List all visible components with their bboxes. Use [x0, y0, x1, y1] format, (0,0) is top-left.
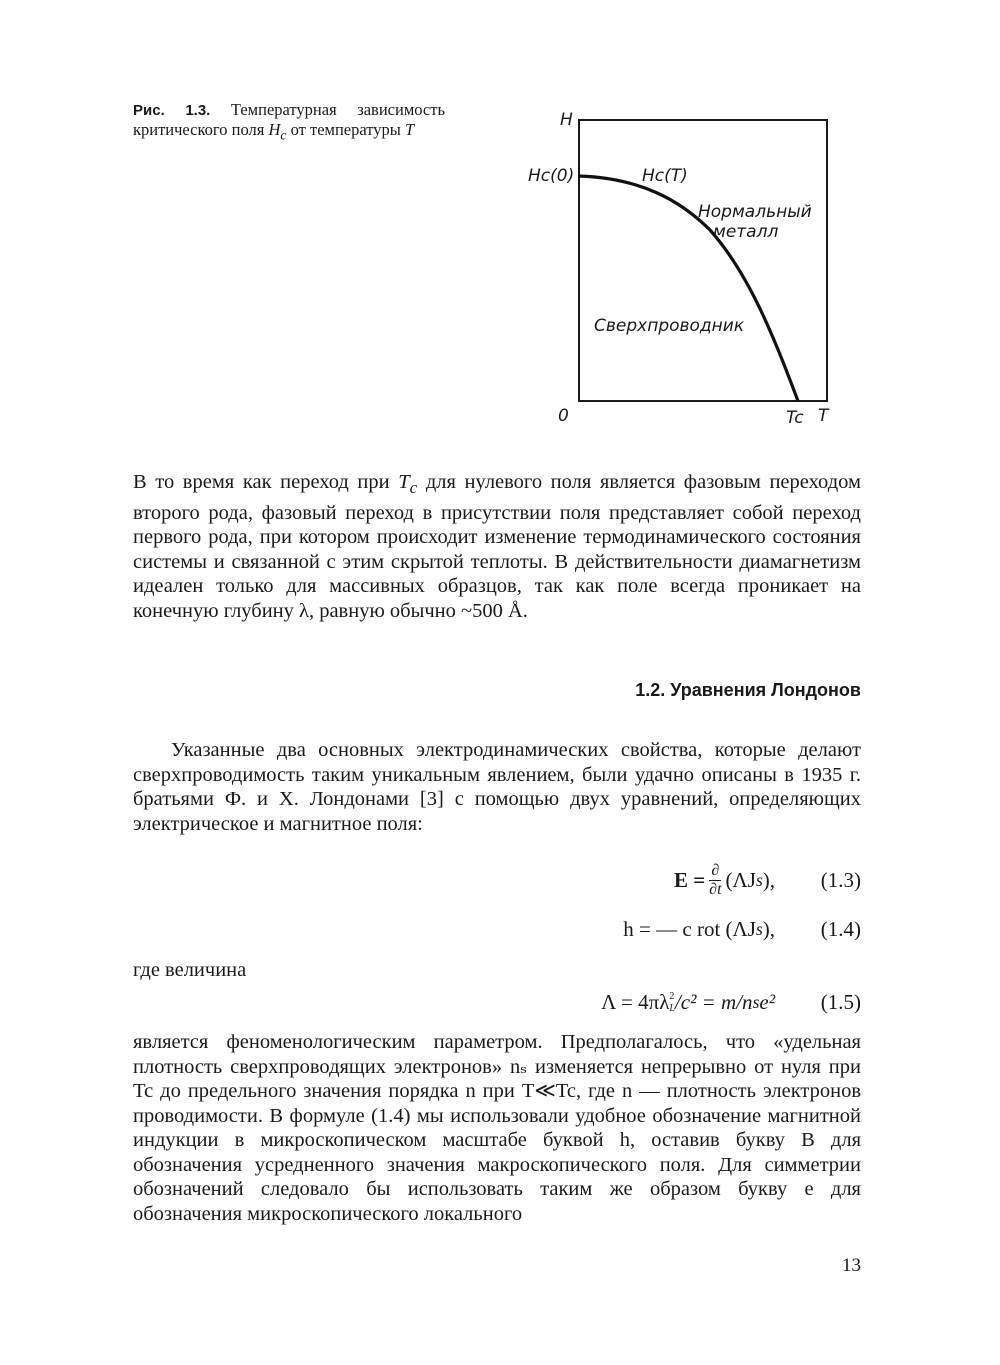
figure-caption-var-h: H [268, 120, 281, 139]
equation-number: (1.4) [820, 917, 861, 941]
plot-frame [579, 120, 827, 401]
equation-1-3: E = $\frac{\partial}{\partial t}$ (ΛJ s ), (1.3) [673, 862, 861, 898]
normal-metal-label-2: металл [713, 222, 779, 242]
origin-label: 0 [558, 406, 569, 426]
section-heading: 1.2. Уравнения Лондонов [635, 680, 861, 700]
figure-caption-label: Рис. 1.3. [133, 102, 211, 119]
equation-number: (1.3) [820, 868, 861, 892]
x-axis-label: T [818, 406, 829, 426]
tc-label: Tc [786, 408, 804, 428]
paragraph-3: является феноменологическим параметром. Предполагалось, что «удельная плотность сверхпроводящих электронов» nₛ изменяется непрерывно от нуля при Tc до предельного значения порядка n при T≪Tc, где n — плотность электронов проводимости. В формуле (1.4) мы использовали удобное обозначение магнитной индукции в микроскопическом масштабе буквой h, оставив букву B для обозначения усредненного значения макроскопического поля. Для симметрии обозначений следовало бы использовать таким же образом букву e для обозначения микроскопического локального [133, 1031, 861, 1225]
figure-caption: Рис. 1.3. Температурная зависимость критического поля $H_c$ от температуры T [133, 100, 445, 143]
where-text: где величина [133, 959, 247, 981]
page-number: 13 [842, 1255, 861, 1276]
superconductor-label: Сверхпроводник [594, 316, 745, 336]
normal-metal-label-1: Нормальный [698, 202, 812, 222]
y-axis-label: H [560, 110, 573, 130]
phase-diagram-figure [520, 100, 880, 440]
curve-label: Hc(T) [642, 166, 688, 186]
equation-1-5: Λ = 4πλ 2 L /c² = m/n s e² (1.5) [601, 990, 861, 1014]
figure-caption-text-pre: Температурная зависимость критического поля [133, 100, 445, 139]
paragraph-1: В то время как переход при $T_c$ для нулевого поля является фазовым переходом второго рода, фазовый переход в присутствии поля представляет собой переход первого рода, при котором происходит изменение термодинамического состояния системы и связанной с этим скрытой теплоты. В действительности диамагнетизм идеален только для массивных образцов, так как поле всегда проникает на конечную глубину λ, равную обычно ~500 Å. [133, 471, 861, 622]
phase-diagram-plot [520, 100, 880, 440]
equation-1-4: h = — c rot (ΛJ s ), (1.4) [623, 917, 861, 941]
figure-caption-var-t: T [404, 120, 415, 139]
paragraph-2: Указанные два основных электродинамических свойства, которые делают сверхпроводимость таким уникальным явлением, были удачно описаны в 1935 г. братьями Ф. и Х. Лондонами [3] с помощью двух уравнений, определяющих электрическое и магнитное поля: [133, 739, 861, 835]
partial-derivative-fraction: $\frac{\partial}{\partial t}$ [709, 862, 722, 898]
equation-number: (1.5) [820, 990, 861, 1014]
y-value-label: Hc(0) [528, 166, 575, 186]
